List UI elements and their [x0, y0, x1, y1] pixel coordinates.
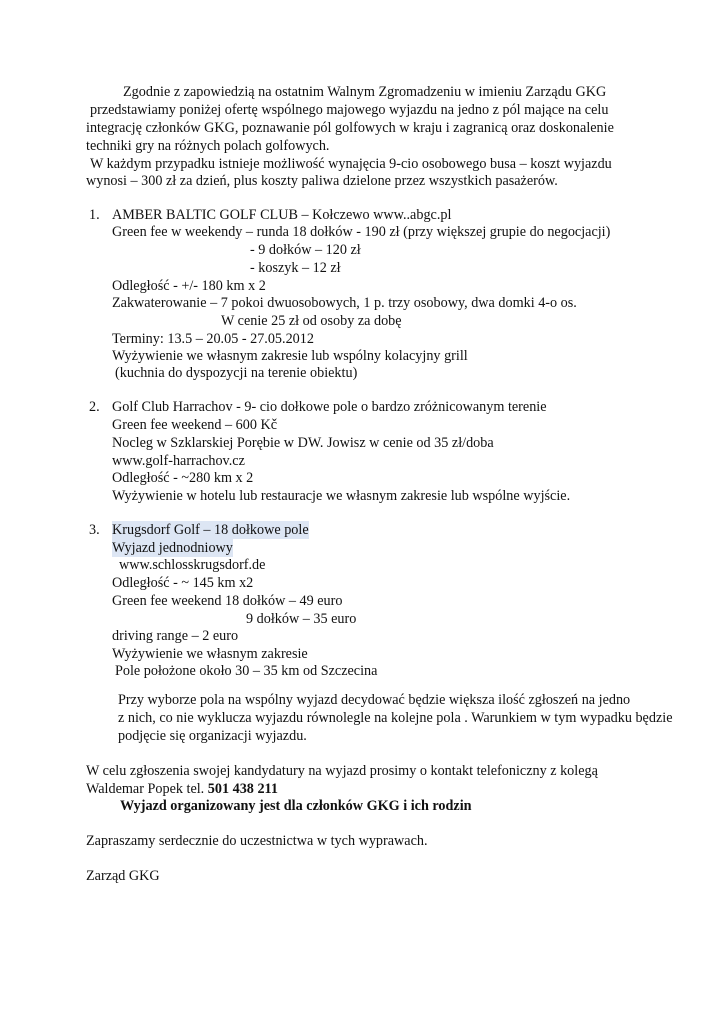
contact-line-2 — [86, 780, 278, 798]
item-3-title: Krugsdorf Golf – 18 dołkowe pole — [112, 522, 309, 538]
intro-line-4: techniki gry na różnych polach golfowych. — [86, 138, 330, 154]
item-1-kitchen: (kuchnia do dyspozycji na terenie obiektu) — [115, 365, 358, 381]
intro-line-1: Zgodnie z zapowiedzią na ostatnim Walnym Zgromadzeniu w imieniu Zarządu GKG — [123, 84, 607, 100]
item-2-website: www.golf-harrachov.cz — [112, 453, 245, 469]
item-1-accommodation: Zakwaterowanie – 7 pokoi dwuosobowych, 1 p. trzy osobowy, dwa domki 4-o os. — [112, 295, 577, 311]
item-3-location: Pole położone około 30 – 35 km od Szczecina — [115, 663, 378, 679]
contact-phone: 501 438 211 — [207, 781, 278, 797]
item-1-nine-holes: - 9 dołków – 120 zł — [250, 242, 361, 258]
item-3-website: www.schlosskrugsdorf.de — [119, 557, 266, 573]
item-1-green-fee: Green fee w weekendy – runda 18 dołków - 190 zł (przy większej grupie do negocjacji) — [112, 224, 611, 240]
item-1-price: W cenie 25 zł od osoby za dobę — [221, 313, 402, 329]
item-3-number: 3. — [89, 522, 100, 538]
item-3-driving-range: driving range – 2 euro — [112, 628, 239, 644]
item-1-dates: Terminy: 13.5 – 20.05 - 27.05.2012 — [112, 331, 314, 347]
item-2-title: Golf Club Harrachov - 9- cio dołkowe pole o bardzo zróżnicowanym terenie — [112, 399, 547, 415]
note-line-1: Przy wyborze pola na wspólny wyjazd decydować będzie większa ilość zgłoszeń na jedno — [118, 692, 631, 708]
item-1-number: 1. — [89, 207, 100, 223]
item-3-green-fee-9: 9 dołków – 35 euro — [246, 611, 357, 627]
note-line-3: podjęcie się organizacji wyjazdu. — [118, 728, 307, 744]
item-2-number: 2. — [89, 399, 100, 415]
item-1-title: AMBER BALTIC GOLF CLUB – Kołczewo www..abgc.pl — [112, 207, 452, 223]
contact-line-1: W celu zgłoszenia swojej kandydatury na wyjazd prosimy o kontakt telefoniczny z kolegą — [86, 763, 598, 779]
item-2-lodging: Nocleg w Szklarskiej Porębie w DW. Jowisz w cenie od 35 zł/doba — [112, 435, 494, 451]
intro-line-6: wynosi – 300 zł za dzień, plus koszty paliwa dzielone przez wszystkich pasażerów. — [86, 173, 558, 189]
item-3-distance: Odległość - ~ 145 km x2 — [112, 575, 254, 591]
item-2-food: Wyżywienie w hotelu lub restauracje we własnym zakresie lub wspólne wyjście. — [112, 488, 571, 504]
intro-line-2: przedstawiamy poniżej ofertę wspólnego majowego wyjazdu na jedno z pól mające na celu — [90, 102, 609, 118]
intro-line-3: integrację członków GKG, poznawanie pól golfowych w kraju i zagranicą oraz doskonalenie — [86, 120, 614, 136]
item-1-basket: - koszyk – 12 zł — [250, 260, 341, 276]
item-2-distance: Odległość - ~280 km x 2 — [112, 470, 254, 486]
item-1-distance: Odległość - +/- 180 km x 2 — [112, 278, 266, 294]
item-3-green-fee-18: Green fee weekend 18 dołków – 49 euro — [112, 593, 343, 609]
item-3-one-day: Wyjazd jednodniowy — [112, 540, 233, 556]
item-2-green-fee: Green fee weekend – 600 Kč — [112, 417, 278, 433]
intro-line-5: W każdym przypadku istnieje możliwość wynajęcia 9-cio osobowego busa – koszt wyjazdu — [90, 156, 612, 172]
invitation: Zapraszamy serdecznie do uczestnictwa w tych wyprawach. — [86, 833, 428, 849]
signature: Zarząd GKG — [86, 868, 160, 884]
item-3-food: Wyżywienie we własnym zakresie — [112, 646, 308, 662]
note-line-2: z nich, co nie wyklucza wyjazdu równolegle na kolejne pola . Warunkiem w tym wypadku będzie — [118, 710, 673, 726]
organized-for-members: Wyjazd organizowany jest dla członków GKG i ich rodzin — [120, 798, 472, 814]
item-1-food: Wyżywienie we własnym zakresie lub wspólny kolacyjny grill — [112, 348, 468, 364]
contact-name: Waldemar Popek tel. — [86, 781, 208, 797]
